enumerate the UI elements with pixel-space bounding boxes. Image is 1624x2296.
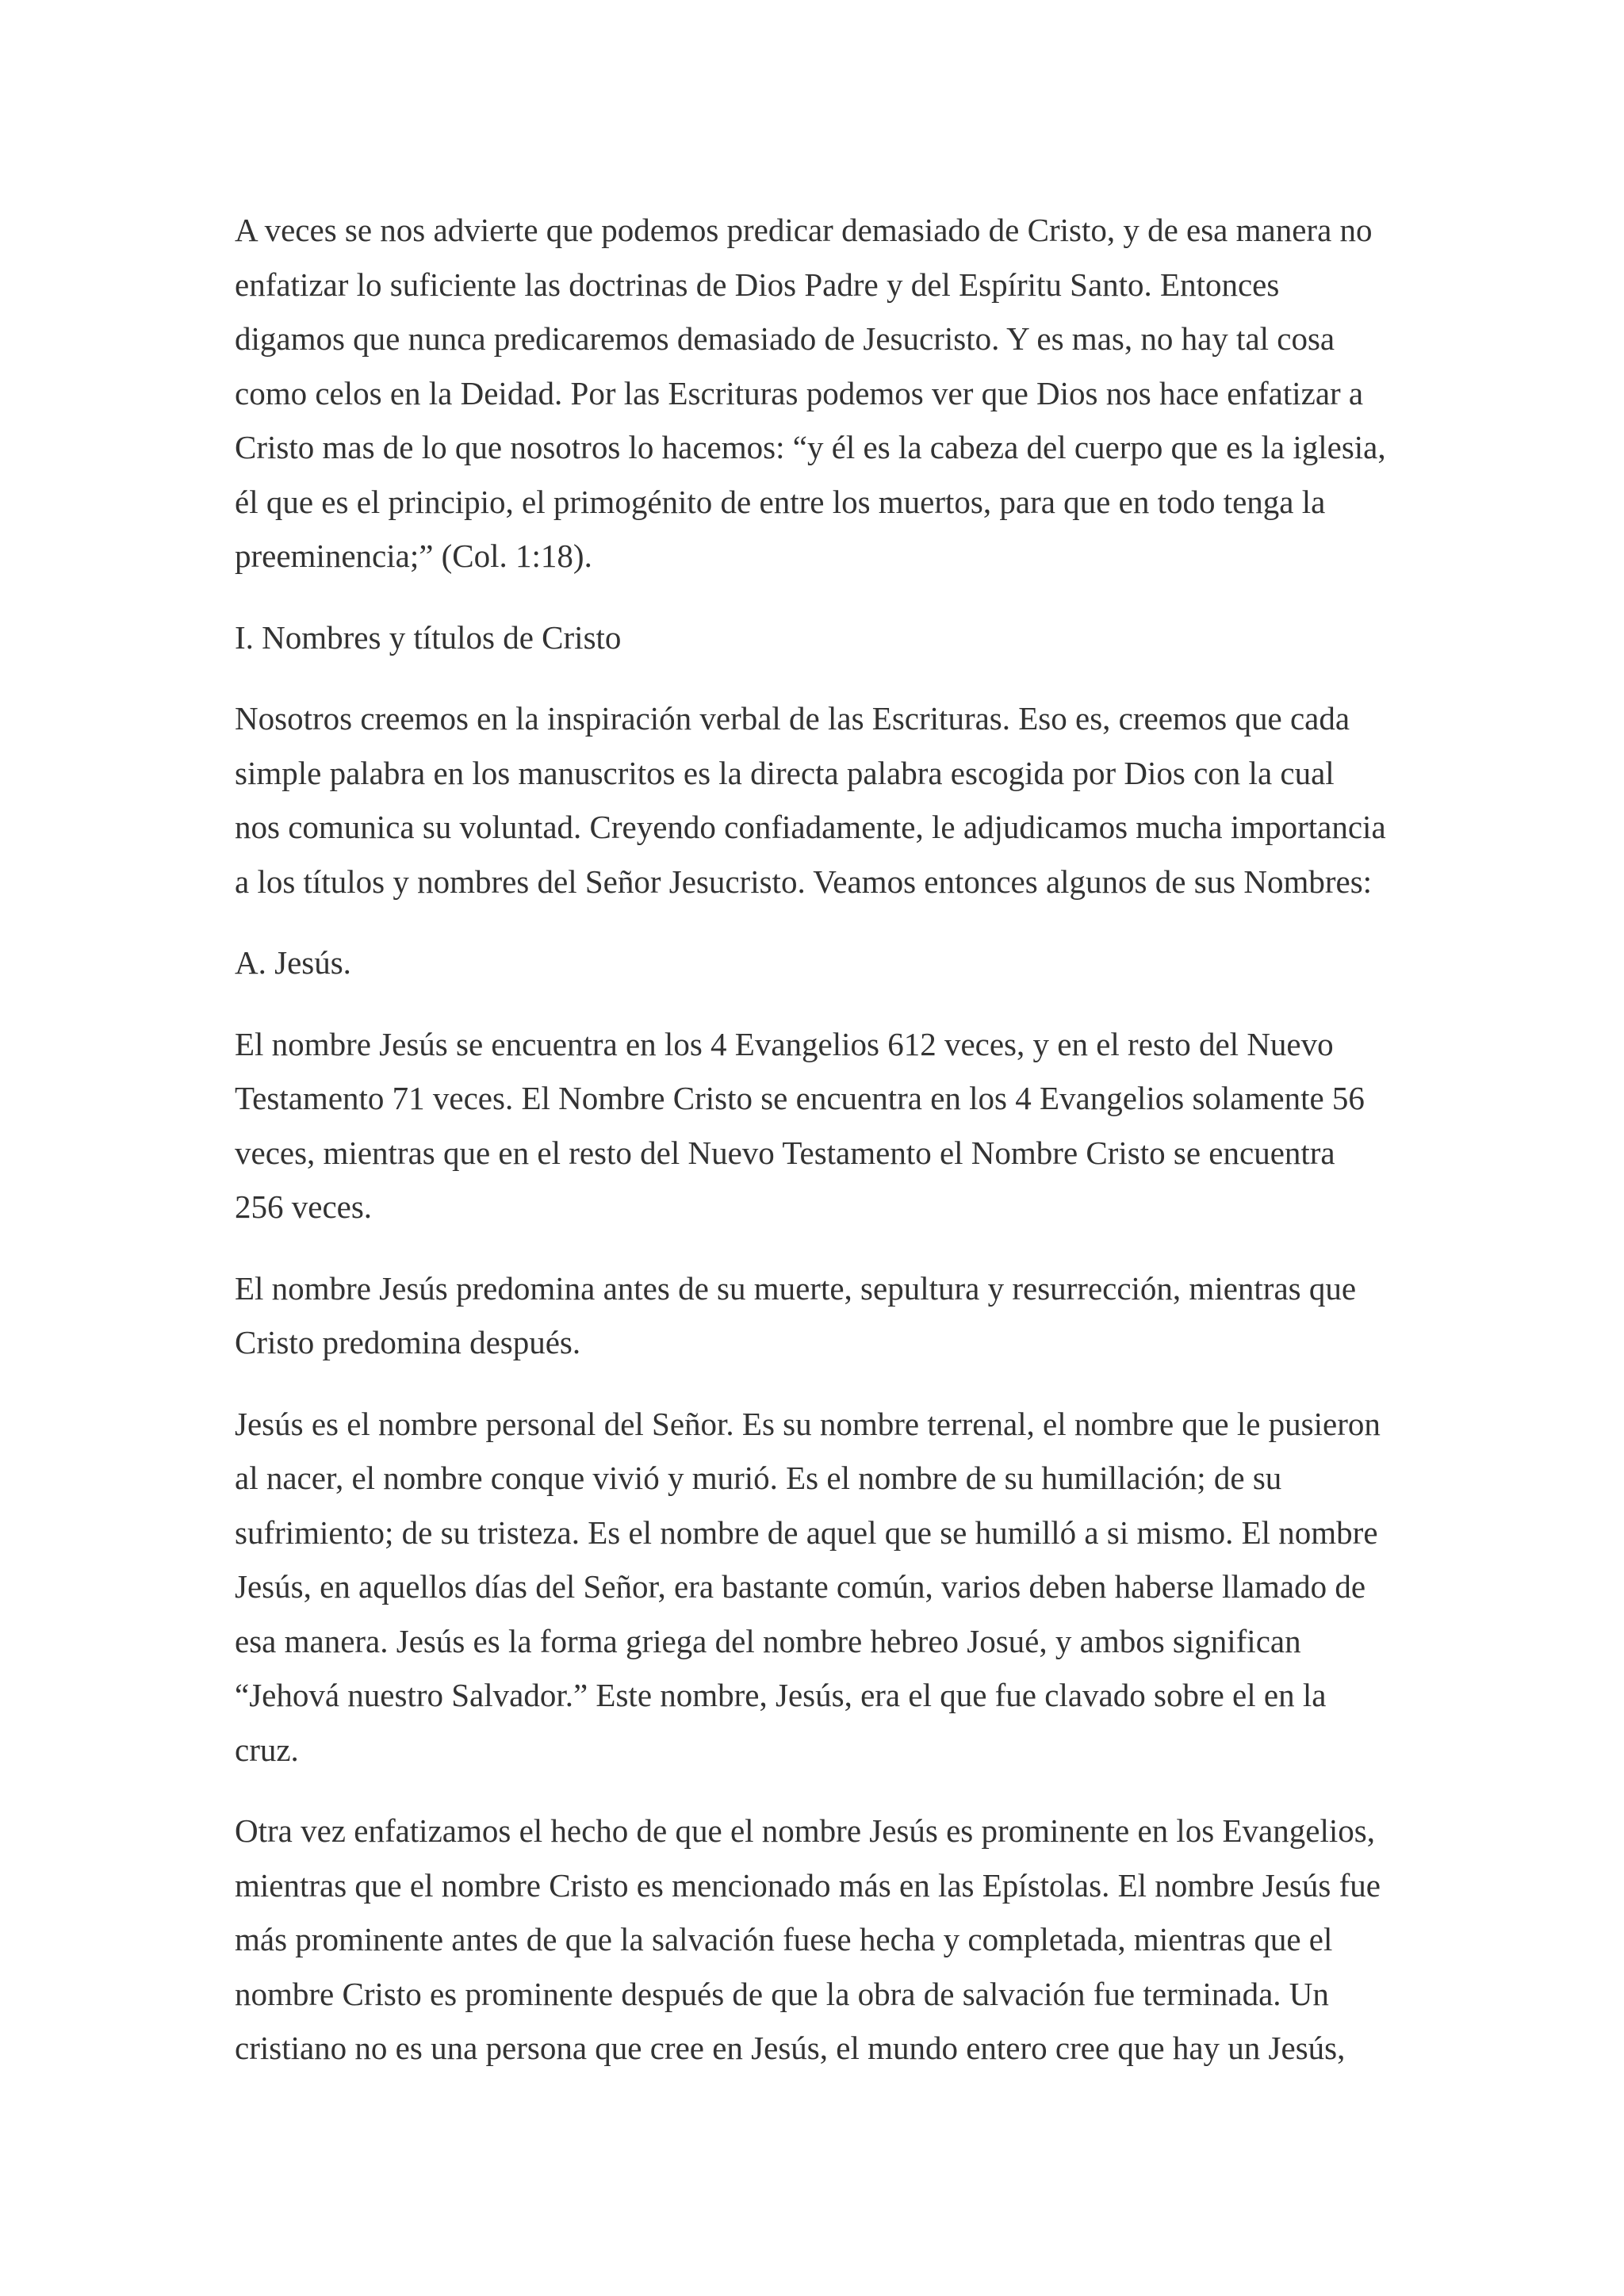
text-line: “Jehová nuestro Salvador.” Este nombre, Jesús, era el que fue clavado sobre el en la — [235, 1677, 1327, 1713]
text-line: digamos que nunca predicaremos demasiado de Jesucristo. Y es mas, no hay tal cosa — [235, 320, 1335, 357]
heading-text: A. Jesús. — [235, 944, 351, 981]
subheading-jesus — [235, 936, 1440, 990]
document-body — [235, 203, 1440, 2103]
text-line: Testamento 71 veces. El Nombre Cristo se encuentra en los 4 Evangelios solamente 56 — [235, 1080, 1365, 1116]
section-heading — [235, 610, 1440, 665]
text-line: Cristo predomina después. — [235, 1324, 581, 1360]
text-line: como celos en la Deidad. Por las Escrituras podemos ver que Dios nos hace enfatizar a — [235, 374, 1364, 411]
paragraph-predominance — [235, 1261, 1440, 1370]
text-line: simple palabra en los manuscritos es la directa palabra escogida por Dios con la cual — [235, 754, 1335, 791]
text-line: Nosotros creemos en la inspiración verbal de las Escrituras. Eso es, creemos que cada — [235, 700, 1350, 737]
text-line: a los títulos y nombres del Señor Jesucristo. Veamos entonces algunos de sus Nombres: — [235, 863, 1373, 900]
text-line: al nacer, el nombre conque vivió y murió. Es el nombre de su humillación; de su — [235, 1460, 1282, 1496]
text-line: Jesús, en aquellos días del Señor, era bastante común, varios deben haberse llamado de — [235, 1568, 1366, 1605]
text-line: él que es el principio, el primogénito de entre los muertos, para que en todo tenga la — [235, 483, 1326, 520]
text-line: veces, mientras que en el resto del Nuevo Testamento el Nombre Cristo se encuentra — [235, 1134, 1335, 1171]
heading-text: I. Nombres y títulos de Cristo — [235, 618, 622, 656]
paragraph-counts — [235, 1017, 1440, 1234]
text-line: más prominente antes de que la salvación fuese hecha y completada, mientras que el — [235, 1921, 1333, 1957]
text-line: nos comunica su voluntad. Creyendo confiadamente, le adjudicamos mucha importancia — [235, 809, 1386, 845]
text-line: Cristo mas de lo que nosotros lo hacemos: “y él es la cabeza del cuerpo que es la iglesia, — [235, 429, 1386, 465]
text-line: mientras que el nombre Cristo es mencionado más en las Epístolas. El nombre Jesús fue — [235, 1866, 1381, 1904]
paragraph-inspiration — [235, 691, 1440, 909]
text-line: cruz. — [235, 1731, 299, 1768]
text-line: 256 veces. — [235, 1188, 373, 1225]
text-line: A veces se nos advierte que podemos predicar demasiado de Cristo, y de esa manera no — [235, 212, 1373, 248]
text-line: El nombre Jesús predomina antes de su muerte, sepultura y resurrección, mientras que — [235, 1269, 1357, 1307]
text-line: enfatizar lo suficiente las doctrinas de Dios Padre y del Espíritu Santo. Entonces — [235, 266, 1280, 303]
text-line: El nombre Jesús se encuentra en los 4 Evangelios 612 veces, y en el resto del Nuevo — [235, 1025, 1334, 1062]
text-line: esa manera. Jesús es la forma griega del nombre hebreo Josué, y ambos significan — [235, 1622, 1301, 1659]
paragraph-personal-name — [235, 1397, 1440, 1777]
text-line: nombre Cristo es prominente después de que la obra de salvación fue terminada. Un — [235, 1975, 1329, 2012]
paragraph-emphasis — [235, 1804, 1440, 2076]
text-line: Otra vez enfatizamos el hecho de que el nombre Jesús es prominente en los Evangelios, — [235, 1812, 1375, 1849]
text-line: cristiano no es una persona que cree en Jesús, el mundo entero cree que hay un Jesús, — [235, 2030, 1346, 2066]
text-line: Jesús es el nombre personal del Señor. Es su nombre terrenal, el nombre que le pusieron — [235, 1405, 1381, 1442]
text-line: sufrimiento; de su tristeza. Es el nombre de aquel que se humilló a si mismo. El nombre — [235, 1513, 1378, 1551]
text-line: preeminencia;” (Col. 1:18). — [235, 538, 592, 574]
paragraph-intro — [235, 203, 1440, 584]
